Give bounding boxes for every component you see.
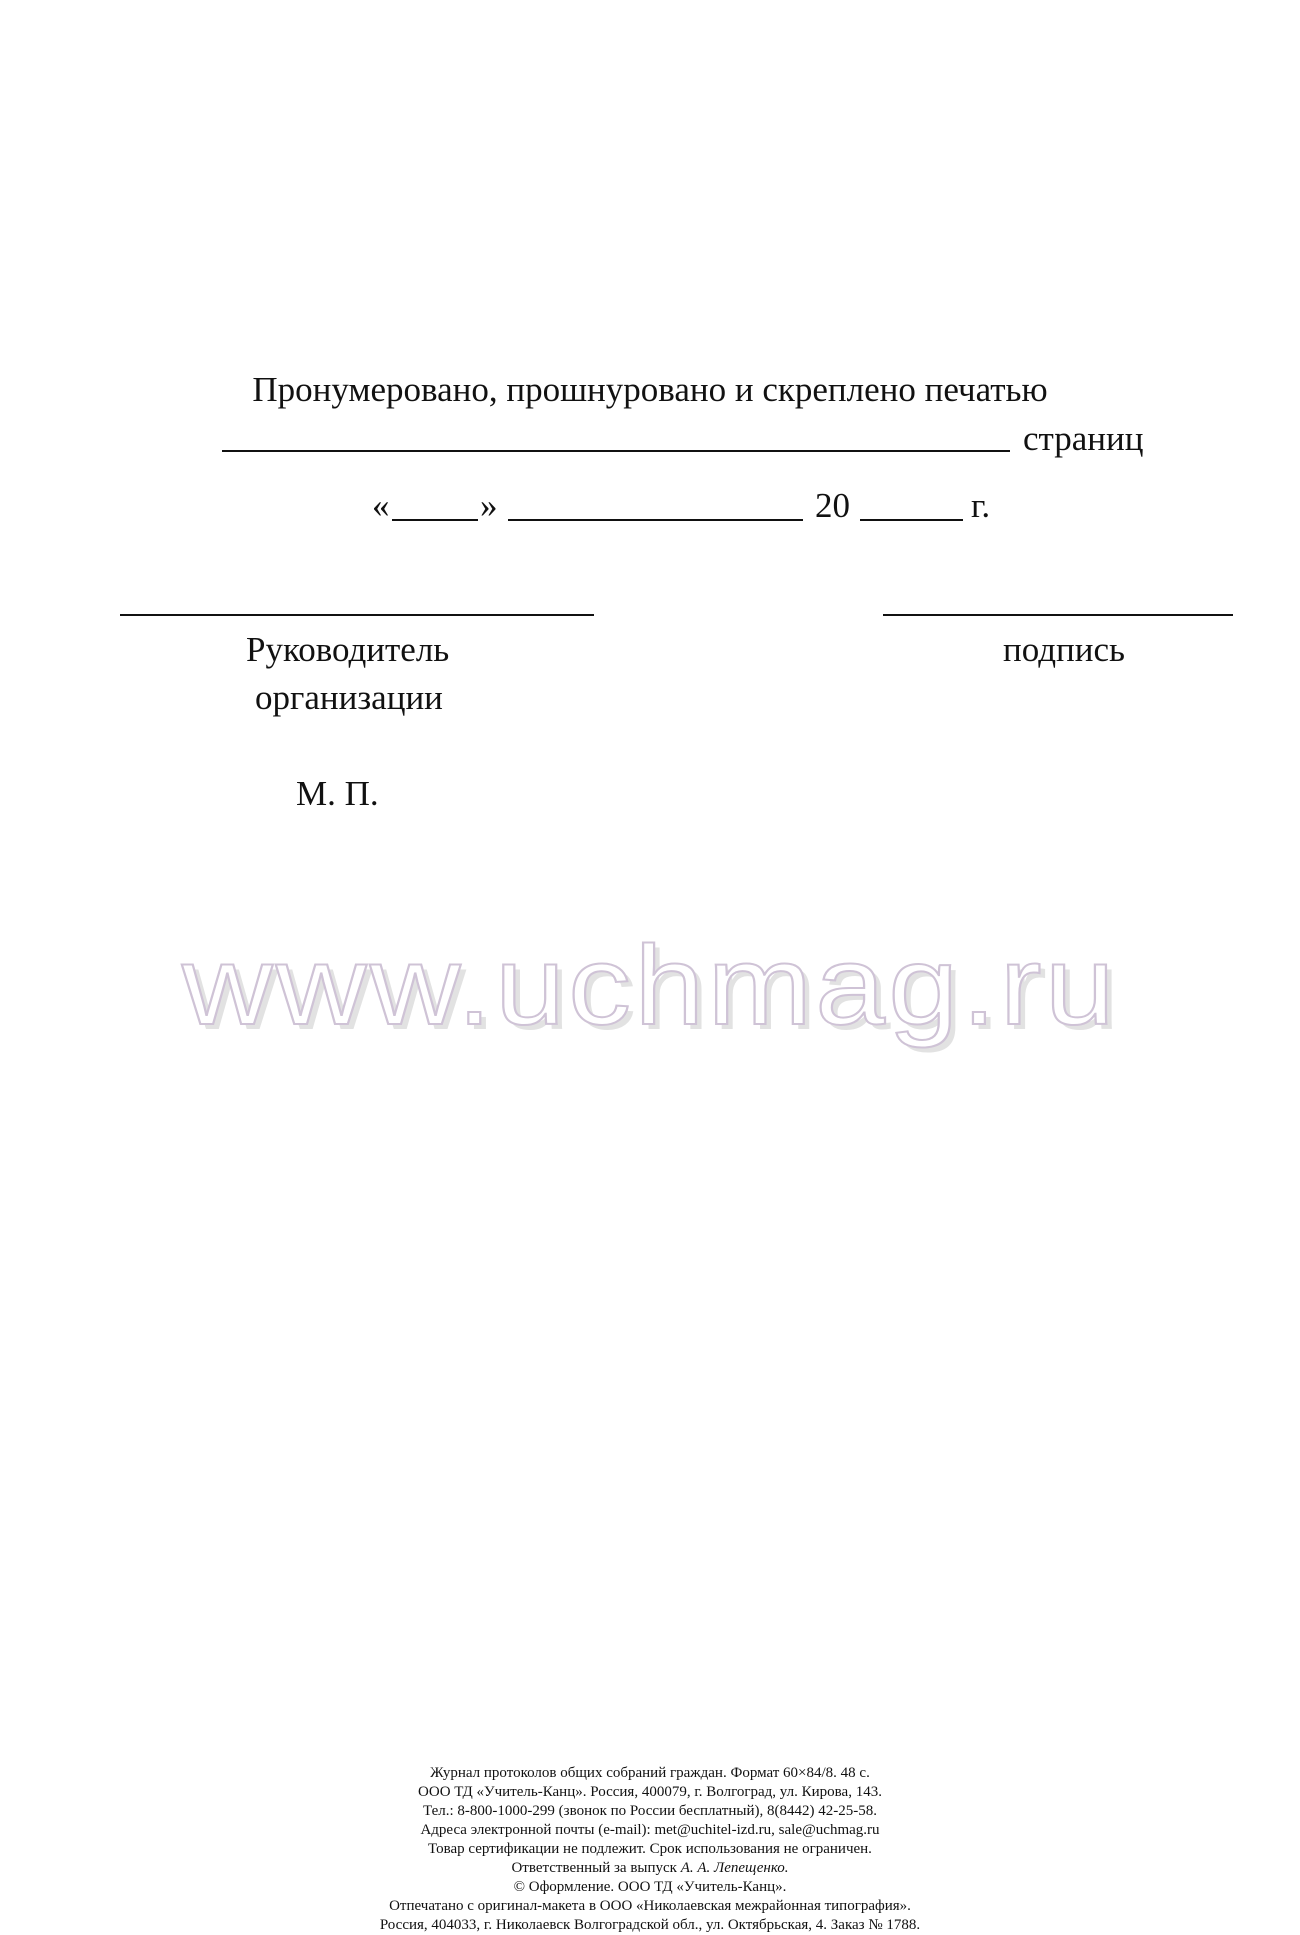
director-label-organization: организации [255, 678, 443, 717]
page-heading: Пронумеровано, прошнуровано и скреплено печатью [252, 370, 1048, 409]
date-year-blank-line[interactable] [860, 519, 963, 521]
imprint-line: Адреса электронной почты (e-mail): met@uchitel-izd.ru, sale@uchmag.ru [420, 1822, 880, 1838]
director-name-blank-line[interactable] [120, 614, 594, 616]
imprint-line: Отпечатано с оригинал-макета в ООО «Николаевская межрайонная типография». [389, 1898, 911, 1914]
signature-label: подпись [1003, 630, 1125, 669]
imprint-line: Товар сертификации не подлежит. Срок использования не ограничен. [428, 1841, 872, 1857]
date-century-label: 20 [815, 486, 850, 525]
date-close-quote: » [480, 486, 498, 525]
imprint-line: © Оформление. ООО ТД «Учитель-Канц». [513, 1879, 787, 1895]
date-open-quote: « [372, 486, 390, 525]
director-label: Руководитель [246, 630, 450, 669]
page-count-blank-line[interactable] [222, 450, 1010, 452]
date-month-blank-line[interactable] [508, 519, 803, 521]
imprint-line: ООО ТД «Учитель-Канц». Россия, 400079, г. Волгоград, ул. Кирова, 143. [418, 1784, 882, 1800]
date-year-suffix: г. [971, 486, 991, 525]
imprint-line: Тел.: 8-800-1000-299 (звонок по России бесплатный), 8(8442) 42-25-58. [423, 1803, 877, 1819]
imprint-line-responsible [0, 1859, 1300, 1878]
imprint-block [0, 1764, 1300, 1935]
imprint-responsible-name: А. А. Лепещенко. [680, 1860, 789, 1876]
imprint-responsible-prefix: Ответственный за выпуск [511, 1860, 681, 1876]
imprint-line: Журнал протоколов общих собраний граждан. Формат 60×84/8. 48 с. [430, 1765, 870, 1781]
watermark: www.uchmag.ru [181, 923, 1119, 1048]
imprint-line: Россия, 404033, г. Николаевск Волгоградской обл., ул. Октябрьская, 4. Заказ № 1788. [379, 1917, 921, 1933]
signature-blank-line[interactable] [883, 614, 1233, 616]
page-count-label: страниц [1023, 419, 1144, 458]
date-day-blank-line[interactable] [392, 519, 478, 521]
stamp-place-label: М. П. [296, 774, 379, 813]
